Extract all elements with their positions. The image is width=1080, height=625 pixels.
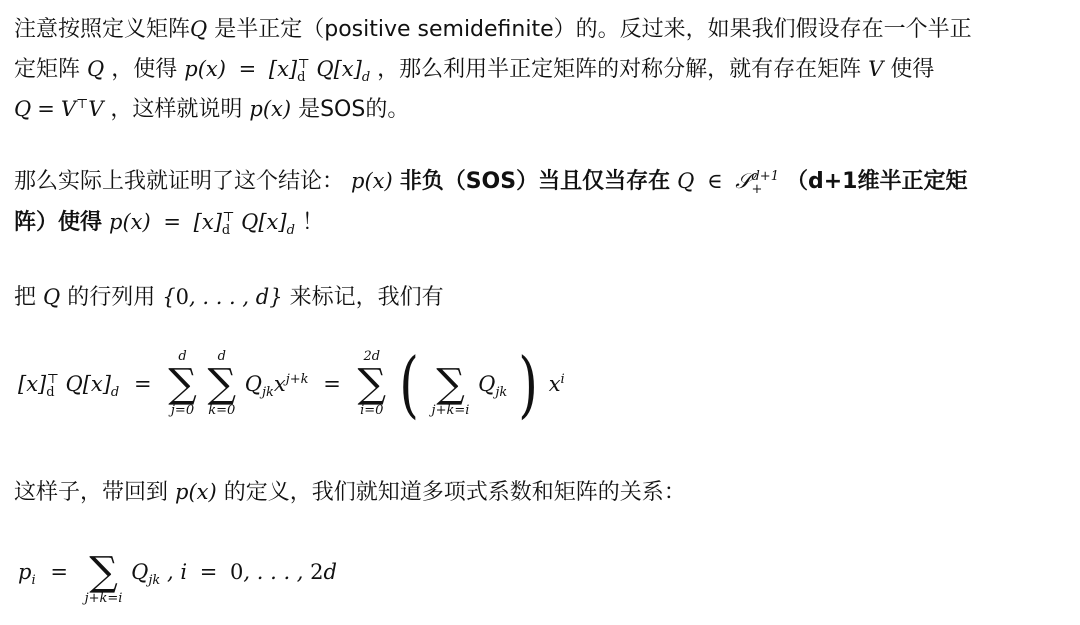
text: 是SOS的。	[298, 97, 410, 122]
paragraph2-line1	[14, 166, 967, 197]
equals-sign: =	[50, 560, 68, 584]
paragraph1-line1	[14, 14, 972, 45]
eq-term: $Q_{jk}$	[131, 560, 161, 589]
bold-text: 阵）使得	[14, 210, 103, 235]
paragraph4	[14, 477, 686, 508]
text: 把	[14, 285, 37, 310]
sum-j: d ∑ j=0	[168, 349, 197, 418]
eq-term: $Q_{jk}x^{j+k}$	[244, 372, 309, 401]
text: 是半正定（positive semidefinite）的。反过来，如果我们假设存在一个半正	[207, 17, 972, 42]
text: ！	[301, 210, 324, 235]
text: 的定义，我们就知道多项式系数和矩阵的关系：	[223, 480, 686, 505]
sum-i: 2d ∑ i=0	[357, 349, 387, 418]
text: 注意按照定义矩阵	[14, 17, 191, 42]
sum-k: d ∑ k=0	[207, 349, 237, 418]
paragraph1-line3	[14, 94, 409, 125]
eq-inner-term: $Q_{jk}$	[478, 372, 508, 401]
math-q: Q	[87, 57, 105, 81]
text: 这样子，带回到	[14, 480, 169, 505]
sum-jk-equals-i: ∑ j+k=i	[84, 549, 123, 606]
display-equation-quadratic-expansion	[18, 342, 565, 426]
eq-lhs: $p_i$	[18, 560, 36, 589]
math-q-in-psd-cone: Q ∈ 𝒮 d+1 +	[677, 168, 779, 197]
display-equation-coefficients	[18, 538, 337, 606]
math-px: p(x)	[175, 480, 217, 504]
math-p-equals-quadratic-form: $p(x) = [x]_d^⊤$ $Q[x]_d$	[109, 210, 295, 239]
bold-text: （d+1维半正定矩	[785, 169, 968, 194]
text: ，使得	[111, 57, 178, 82]
math-px: p(x)	[351, 169, 393, 193]
paragraph2-line2	[14, 207, 324, 238]
math-q: Q	[43, 285, 61, 309]
text: 那么实际上我就证明了这个结论：	[14, 169, 345, 194]
paragraph3	[14, 282, 444, 313]
sum-jk-equals-i: ∑ j+k=i	[431, 361, 470, 418]
equals-sign: =	[133, 372, 152, 396]
left-paren: (	[398, 342, 419, 426]
math-q: Q	[190, 17, 208, 41]
text: 使得	[890, 57, 935, 82]
right-paren: )	[518, 342, 538, 426]
text: 定矩阵	[14, 57, 81, 82]
paragraph1-line2	[14, 54, 934, 85]
eq-range: , i = 0, . . . , 2d	[166, 560, 337, 584]
text: ，这样就说明	[110, 97, 243, 122]
math-q-equals-vtv: Q = V⊤V	[14, 97, 104, 121]
math-v: V	[868, 57, 884, 81]
equals-sign: =	[323, 372, 341, 396]
bold-text: 非负（SOS）当且仅当存在	[399, 169, 671, 194]
text: 的行列用	[67, 285, 156, 310]
math-index-set: {0, . . . , d}	[162, 285, 283, 309]
eq-tail: $x^i$	[548, 372, 565, 396]
eq-lhs: $[x]_d^⊤$ $Q[x]_d$	[18, 372, 120, 401]
math-p-equals-quadratic-form: $p(x) = [x]_d^⊤$ $Q[x]_d$	[184, 57, 371, 86]
text: ，那么利用半正定矩阵的对称分解，就有存在矩阵	[377, 57, 862, 82]
text: 来标记，我们有	[289, 285, 444, 310]
math-px: p(x)	[249, 97, 292, 121]
